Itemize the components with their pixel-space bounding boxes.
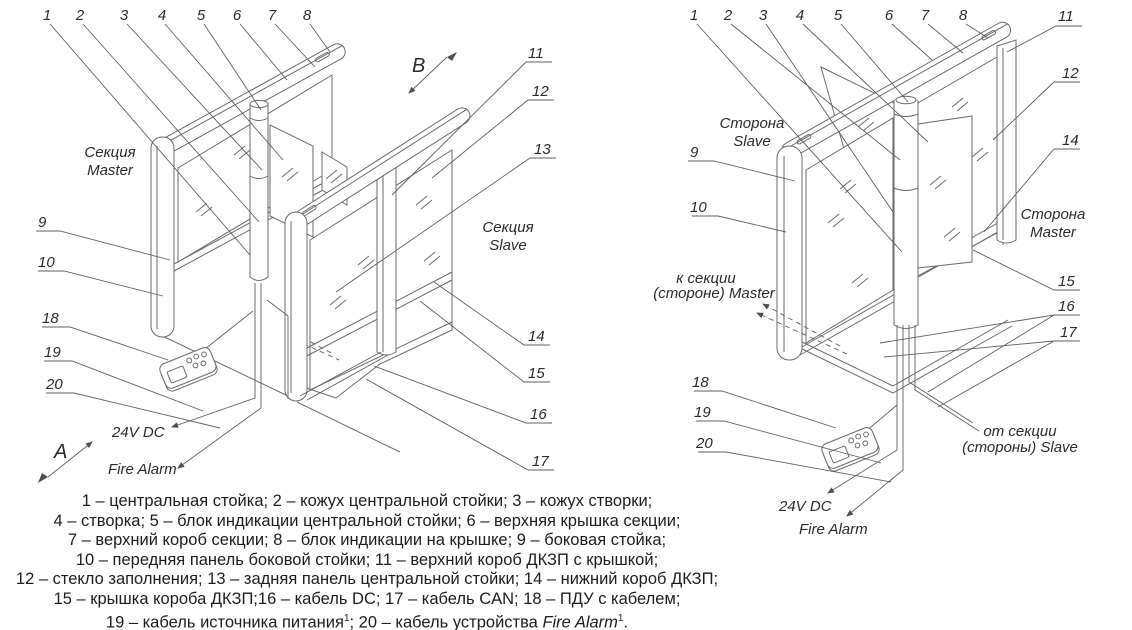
legend-line: 15 – крышка короба ДКЗП;16 – кабель DC; 17 – кабель CAN; 18 – ПДУ с кабелем; <box>53 589 681 608</box>
label-section-master-line2: Master <box>87 162 133 179</box>
callout-right-18: 18 <box>692 374 709 391</box>
legend-fire-alarm-text: Fire Alarm <box>542 613 618 630</box>
central-column-master <box>250 100 268 280</box>
callout-right-17: 17 <box>1060 324 1077 341</box>
callout-left-16: 16 <box>530 406 547 423</box>
callout-left-17: 17 <box>532 453 549 470</box>
callout-left-20: 20 <box>46 376 63 393</box>
callout-right-10: 10 <box>690 199 707 216</box>
callout-right-8: 8 <box>958 7 968 24</box>
left-diagram <box>36 7 556 483</box>
callout-left-6: 6 <box>232 7 242 24</box>
label-to-master-line1: к секции <box>676 270 736 287</box>
callout-right-4: 4 <box>795 7 805 24</box>
callout-left-3: 3 <box>119 7 129 24</box>
label-from-slave-line2: (стороны) Slave <box>962 439 1078 456</box>
label-section-slave-line1: Секция <box>482 219 534 236</box>
label-from-slave-line1: от секции <box>983 423 1057 440</box>
label-fire-alarm-left: Fire Alarm <box>108 461 177 478</box>
callout-right-14: 14 <box>1062 132 1079 149</box>
callout-right-1: 1 <box>689 7 699 24</box>
remote-control-pdu <box>158 346 219 393</box>
front-swing-panel <box>918 116 972 268</box>
legend-20-text: ; 20 – кабель устройства <box>349 613 543 630</box>
view-letter-a: A <box>54 441 68 463</box>
callout-right-20: 20 <box>696 435 713 452</box>
label-section-master-line1: Секция <box>84 144 136 161</box>
callout-right-6: 6 <box>884 7 894 24</box>
callout-left-19: 19 <box>44 344 61 361</box>
callout-left-8: 8 <box>302 7 312 24</box>
callout-right-5: 5 <box>833 7 843 24</box>
central-column <box>894 96 918 328</box>
arrow-feather-icon <box>447 52 457 61</box>
label-section-slave-line2: Slave <box>489 237 527 254</box>
label-side-slave-line2: Slave <box>733 133 771 150</box>
label-side-slave-line1: Сторона <box>719 115 785 132</box>
legend <box>15 492 719 630</box>
label-24vdc-right: 24V DC <box>779 498 832 515</box>
legend-line-7 <box>15 609 719 630</box>
callout-left-18: 18 <box>42 310 59 327</box>
legend-line: 7 – верхний короб секции; 8 – блок индикации на крышке; 9 – боковая стойка; <box>67 531 667 549</box>
label-fire-alarm-right: Fire Alarm <box>799 521 868 538</box>
callout-right-12: 12 <box>1062 65 1079 82</box>
callout-left-10: 10 <box>38 254 55 271</box>
callout-right-3: 3 <box>758 7 768 24</box>
label-to-master-line2: (стороне) Master <box>653 285 775 302</box>
callout-left-5: 5 <box>196 7 206 24</box>
legend-line: 10 – передняя панель боковой стойки; 11 – верхний короб ДКЗП с крышкой; <box>75 550 659 569</box>
callout-left-2: 2 <box>75 7 85 24</box>
callout-right-7: 7 <box>920 7 930 24</box>
callout-left-1: 1 <box>42 7 52 24</box>
callout-left-11: 11 <box>528 45 544 62</box>
footnote-marker: 1 <box>343 613 350 624</box>
label-24vdc-left: 24V DC <box>112 424 165 441</box>
callout-left-9: 9 <box>38 214 47 231</box>
right-diagram <box>653 7 1085 538</box>
callout-right-11: 11 <box>1058 8 1074 25</box>
callout-left-7: 7 <box>267 7 277 24</box>
footnote-marker: 1 <box>617 613 624 624</box>
callout-right-19: 19 <box>694 404 711 421</box>
master-side-pillar <box>151 137 174 337</box>
view-letter-b: B <box>412 55 426 77</box>
callout-right-15: 15 <box>1058 273 1075 290</box>
legend-period: . <box>623 613 629 630</box>
arrow-feather-icon <box>38 473 48 483</box>
label-side-master-line2: Master <box>1030 224 1076 241</box>
legend-line: 12 – стекло заполнения; 13 – задняя панель центральной стойки; 14 – нижний короб ДКЗП; <box>15 570 719 588</box>
remote-cable <box>205 311 253 349</box>
callout-left-15: 15 <box>528 365 545 382</box>
legend-19-text: 19 – кабель источника питания <box>105 613 344 630</box>
callout-left-13: 13 <box>534 141 551 158</box>
slave-center-frame <box>377 162 396 355</box>
callout-left-12: 12 <box>532 83 549 100</box>
callout-right-9: 9 <box>690 144 699 161</box>
callout-left-4: 4 <box>157 7 167 24</box>
legend-line: 4 – створка; 5 – блок индикации центральной стойки; 6 – верхняя крышка секции; <box>53 511 681 530</box>
legend-line: 1 – центральная стойка; 2 – кожух центральной стойки; 3 – кожух створки; <box>81 492 653 510</box>
label-side-master-line1: Сторона <box>1020 206 1086 223</box>
callout-right-2: 2 <box>723 7 733 24</box>
fire-alarm-cable <box>847 325 903 516</box>
callout-right-16: 16 <box>1058 298 1075 315</box>
callout-left-14: 14 <box>528 328 545 345</box>
